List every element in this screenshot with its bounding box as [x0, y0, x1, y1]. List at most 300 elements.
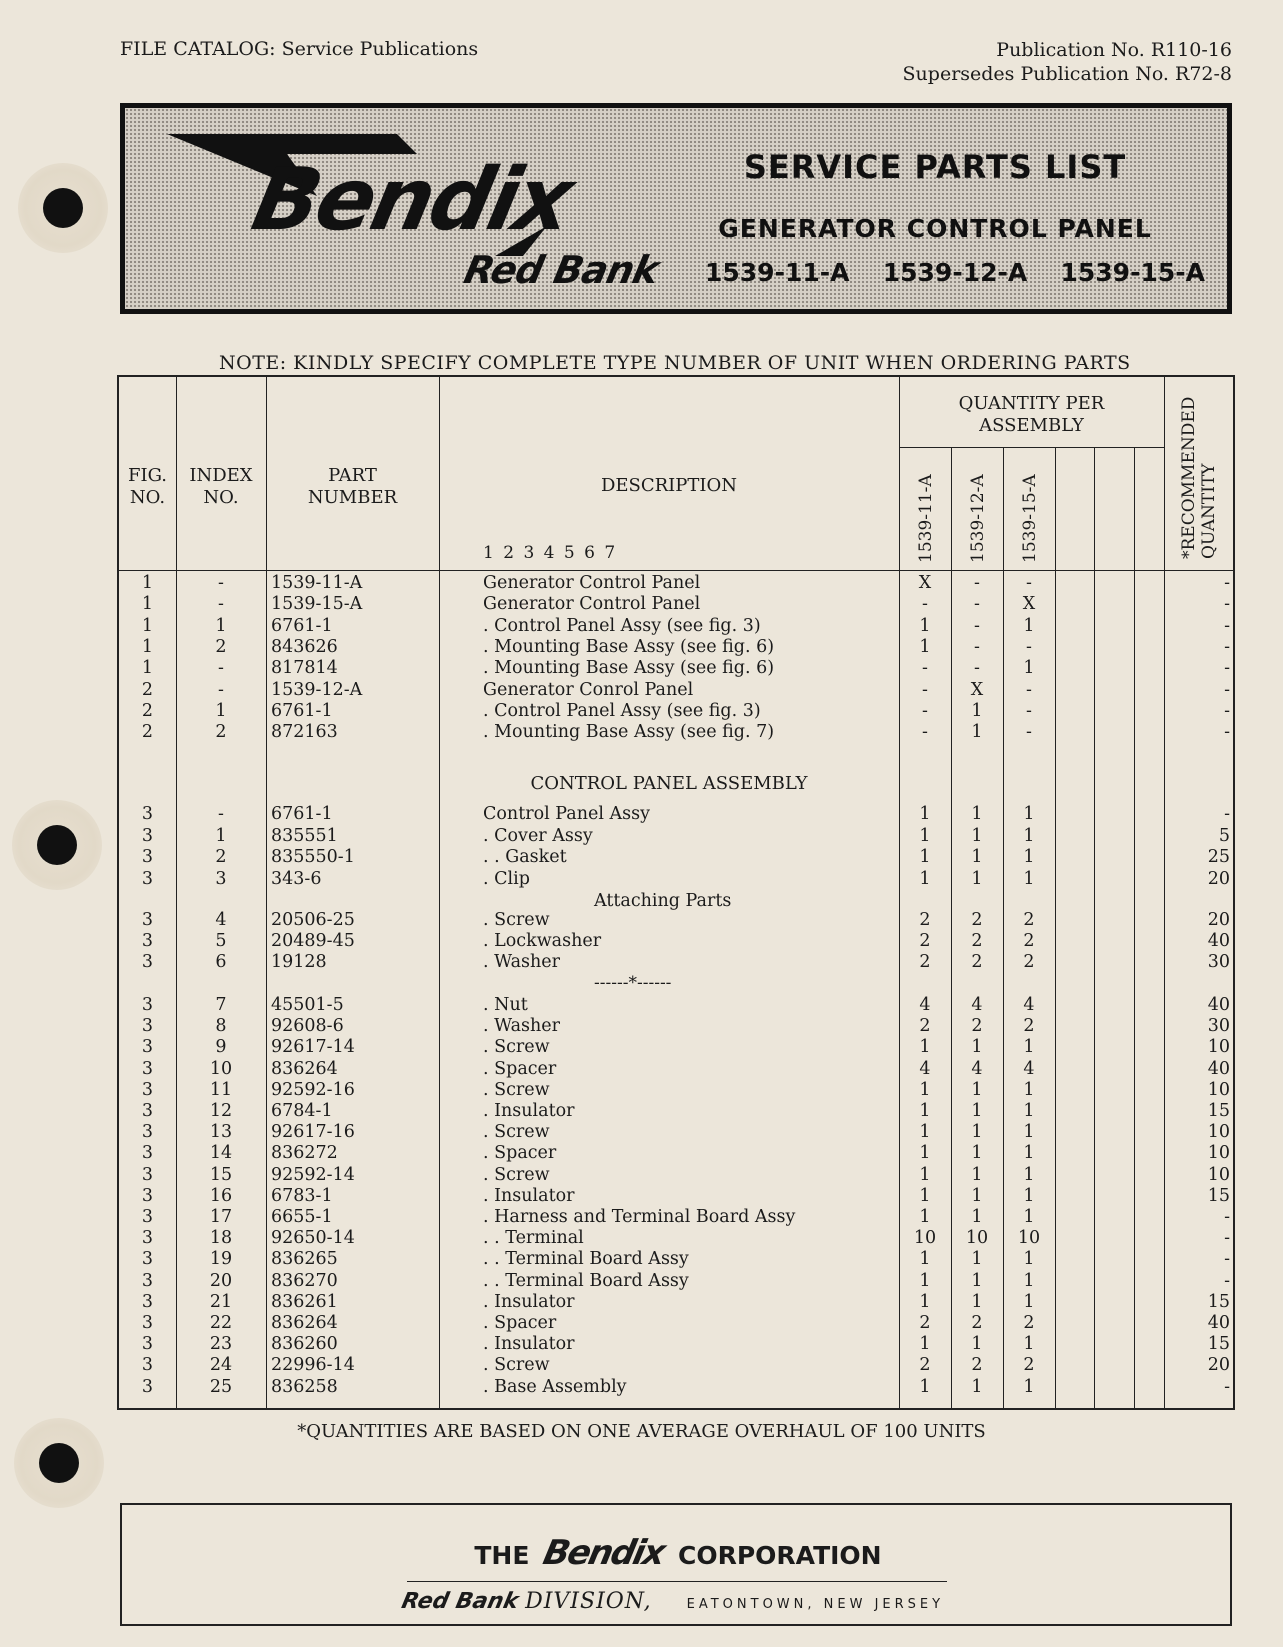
fig-no: 3 — [141, 1376, 154, 1397]
qty-1539-15-a: 1 — [1023, 804, 1035, 824]
qty-1539-11-a: 10 — [913, 1228, 937, 1249]
attaching-parts-separator: ------*------ — [594, 973, 672, 993]
index-no: 2 — [215, 636, 227, 657]
qty-1539-12-a: 1 — [971, 825, 983, 846]
qty-1539-12-a: - — [974, 636, 980, 657]
part-number: 6784-1 — [271, 1101, 333, 1121]
table-row — [119, 952, 1237, 973]
description: . Base Assembly — [483, 1376, 627, 1397]
recommended-qty: - — [1224, 1270, 1230, 1291]
qty-1539-15-a: - — [1026, 573, 1032, 593]
table-row — [119, 1249, 1237, 1270]
index-no: 9 — [215, 1037, 227, 1058]
qty-1539-15-a: 1 — [1023, 1164, 1035, 1185]
bendix-logo-text: Bendix — [244, 150, 580, 250]
description: . . Terminal Board Assy — [483, 1249, 689, 1270]
qty-1539-12-a: 2 — [971, 1313, 983, 1333]
red-bank-logo-text: Red Bank — [460, 248, 663, 292]
qty-1539-11-a: X — [918, 573, 932, 593]
description: . Cover Assy — [483, 825, 593, 846]
qty-1539-12-a: - — [974, 573, 980, 593]
fig-no: 1 — [141, 615, 154, 636]
table-row — [119, 931, 1237, 952]
fig-no: 3 — [141, 1122, 154, 1143]
part-number: 836258 — [271, 1376, 338, 1397]
index-no: 25 — [209, 1376, 233, 1397]
description: . Insulator — [483, 1185, 575, 1206]
part-number: 92592-16 — [271, 1079, 355, 1100]
model-1539-15-a: 1539-15-A — [1060, 258, 1205, 287]
part-number: 817814 — [271, 658, 338, 679]
qty-1539-12-a: 2 — [971, 931, 983, 951]
fig-no: 3 — [141, 1143, 154, 1164]
qty-1539-15-a: 1 — [1023, 825, 1035, 846]
fig-no: 3 — [141, 847, 154, 867]
recommended-qty: 10 — [1207, 1122, 1230, 1143]
qty-1539-11-a: 1 — [919, 1122, 931, 1143]
description: . Mounting Base Assy (see fig. 7) — [483, 722, 775, 743]
part-number: 836265 — [271, 1249, 338, 1270]
qty-1539-15-a: 1 — [1023, 868, 1035, 889]
model-list — [705, 258, 1205, 287]
table-row — [119, 1228, 1237, 1249]
qty-1539-11-a: - — [922, 722, 928, 743]
parts-table — [117, 375, 1235, 1410]
description: . Screw — [483, 910, 550, 930]
part-number: 45501-5 — [271, 995, 344, 1015]
part-number: 836264 — [271, 1058, 338, 1079]
fig-no: 3 — [141, 1058, 154, 1079]
part-number: 6761-1 — [271, 700, 333, 721]
part-number: 6655-1 — [271, 1207, 333, 1227]
qty-1539-15-a: - — [1026, 700, 1032, 721]
description: . Screw — [483, 1122, 550, 1143]
qty-1539-15-a: 1 — [1023, 1270, 1035, 1291]
publication-number: Publication No. R110-16 — [996, 39, 1232, 61]
part-number: 20489-45 — [271, 931, 355, 951]
index-no: 2 — [215, 847, 227, 867]
qty-1539-12-a: - — [974, 658, 980, 679]
index-no: - — [218, 658, 224, 679]
description: . Lockwasher — [483, 931, 602, 951]
fig-no: 3 — [141, 1101, 154, 1121]
fig-no: 3 — [141, 952, 154, 972]
header-divider — [119, 570, 1235, 571]
qty-1539-12-a: 1 — [971, 722, 983, 743]
qty-1539-15-a: - — [1026, 722, 1032, 743]
index-no: 23 — [209, 1334, 233, 1355]
recommended-qty: 20 — [1207, 910, 1230, 930]
qty-1539-15-a: 1 — [1023, 1101, 1035, 1121]
index-no: 7 — [215, 995, 227, 1015]
part-number: 343-6 — [271, 868, 322, 889]
table-row — [119, 616, 1237, 637]
part-number: 92650-14 — [271, 1228, 355, 1249]
part-number: 22996-14 — [271, 1355, 355, 1376]
qty-1539-15-a: 10 — [1017, 1228, 1041, 1249]
table-row — [119, 1080, 1237, 1101]
qty-1539-15-a: 4 — [1023, 1058, 1035, 1079]
bendix-footer-logo-text: Bendix — [539, 1533, 668, 1573]
recommended-qty: 40 — [1207, 1313, 1230, 1333]
recommended-qty: 15 — [1207, 1334, 1230, 1355]
qty-1539-12-a: X — [970, 679, 984, 700]
recommended-qty: - — [1224, 679, 1230, 700]
qty-1539-11-a: 1 — [919, 1079, 931, 1100]
table-row — [119, 1292, 1237, 1313]
qty-1539-12-a: 1 — [971, 1185, 983, 1206]
qty-1539-11-a: 1 — [919, 1143, 931, 1164]
part-number: 836261 — [271, 1291, 338, 1312]
table-row — [119, 1101, 1237, 1122]
table-row — [119, 722, 1237, 743]
division-line — [399, 1589, 945, 1614]
binder-hole-top — [18, 163, 108, 253]
recommended-qty: - — [1224, 573, 1230, 593]
description-header: DESCRIPTION — [600, 475, 738, 496]
index-no: 19 — [209, 1249, 233, 1270]
description: . Nut — [483, 995, 528, 1015]
description: . Screw — [483, 1164, 550, 1185]
part-number: 872163 — [271, 722, 338, 743]
qty-1539-15-a: 1 — [1023, 1249, 1035, 1270]
qty-1539-11-a: 2 — [919, 1313, 931, 1333]
table-row — [119, 1271, 1237, 1292]
model-1539-11-a: 1539-11-A — [705, 258, 850, 287]
index-no: - — [218, 679, 224, 700]
description: Control Panel Assy — [483, 804, 650, 824]
qty-1539-11-a: 1 — [919, 1376, 931, 1397]
document-subtitle: GENERATOR CONTROL PANEL — [718, 214, 1152, 243]
index-no-header: INDEX NO. — [189, 465, 253, 508]
index-no: 15 — [209, 1164, 233, 1185]
description: . Washer — [483, 952, 560, 972]
table-row — [119, 594, 1237, 615]
table-row — [119, 826, 1237, 847]
qty-col-1539-11-a: 1539-11-A — [916, 474, 936, 563]
qty-1539-11-a: 2 — [919, 1016, 931, 1037]
qty-1539-15-a: 2 — [1023, 1355, 1035, 1376]
qty-1539-11-a: 1 — [919, 615, 931, 636]
recommended-qty: - — [1224, 615, 1230, 636]
fig-no: 1 — [141, 658, 154, 679]
part-number: 836272 — [271, 1143, 338, 1164]
qty-1539-12-a: 1 — [971, 1249, 983, 1270]
table-row — [119, 1355, 1237, 1376]
part-number: 92617-16 — [271, 1122, 355, 1143]
recommended-qty: 20 — [1207, 1355, 1230, 1376]
fig-no: 3 — [141, 931, 154, 951]
recommended-qty: - — [1224, 722, 1230, 743]
corp-suffix: CORPORATION — [677, 1541, 882, 1570]
fig-no: 1 — [141, 636, 154, 657]
description: . Screw — [483, 1355, 550, 1376]
index-no: 17 — [209, 1207, 233, 1227]
qty-col-1539-15-a: 1539-15-A — [1020, 474, 1040, 563]
fig-no: 3 — [141, 1228, 154, 1249]
qty-1539-12-a: 4 — [971, 1058, 983, 1079]
index-no: 24 — [209, 1355, 233, 1376]
index-no: 5 — [215, 931, 227, 951]
table-row — [119, 995, 1237, 1016]
qty-1539-12-a: 1 — [971, 1037, 983, 1058]
recommended-qty: - — [1224, 804, 1230, 824]
table-row — [119, 658, 1237, 679]
description: . Control Panel Assy (see fig. 3) — [483, 700, 761, 721]
qty-1539-15-a: 1 — [1023, 658, 1035, 679]
description: . . Terminal — [483, 1228, 584, 1249]
document-title: SERVICE PARTS LIST — [743, 148, 1127, 186]
table-row — [119, 1016, 1237, 1037]
description: Generator Control Panel — [483, 573, 701, 593]
fig-no: 3 — [141, 804, 154, 824]
index-no: 18 — [209, 1228, 233, 1249]
fig-no: 3 — [141, 910, 154, 930]
qty-1539-11-a: 1 — [919, 847, 931, 867]
index-no: 21 — [209, 1291, 233, 1312]
quantities-footnote: *QUANTITIES ARE BASED ON ONE AVERAGE OVERHAUL OF 100 UNITS — [297, 1421, 986, 1442]
recommended-qty: 25 — [1207, 847, 1230, 867]
qty-1539-15-a: 2 — [1023, 1313, 1035, 1333]
description: . Spacer — [483, 1313, 557, 1333]
qty-1539-11-a: 1 — [919, 636, 931, 657]
fig-no: 3 — [141, 1249, 154, 1270]
recommended-qty: 40 — [1207, 1058, 1230, 1079]
corporation-footer — [120, 1503, 1232, 1626]
corporation-name — [122, 1533, 1234, 1573]
qty-1539-11-a: 1 — [919, 1185, 931, 1206]
part-number: 836270 — [271, 1270, 338, 1291]
index-no: 11 — [209, 1079, 233, 1100]
recommended-qty: - — [1224, 1376, 1230, 1397]
table-row — [119, 1122, 1237, 1143]
qty-1539-12-a: 1 — [971, 868, 983, 889]
index-no: 4 — [215, 910, 227, 930]
qty-1539-12-a: 2 — [971, 1016, 983, 1037]
qty-1539-11-a: 2 — [919, 910, 931, 930]
recommended-qty: - — [1224, 1228, 1230, 1249]
fig-no: 3 — [141, 1207, 154, 1227]
qty-1539-11-a: 1 — [919, 1270, 931, 1291]
qty-1539-11-a: 2 — [919, 931, 931, 951]
fig-no-header: FIG. NO. — [127, 465, 168, 508]
qty-1539-11-a: 2 — [919, 952, 931, 972]
index-no: 10 — [209, 1058, 233, 1079]
qty-1539-11-a: - — [922, 594, 928, 615]
qty-1539-12-a: 1 — [971, 1101, 983, 1121]
part-number: 19128 — [271, 952, 327, 972]
index-no: 8 — [215, 1016, 227, 1037]
qty-1539-11-a: 1 — [919, 868, 931, 889]
qty-1539-15-a: 1 — [1023, 1207, 1035, 1227]
recommended-qty: 30 — [1207, 952, 1230, 972]
recommended-qty: 40 — [1207, 995, 1230, 1015]
indent-scale: 1 2 3 4 5 6 7 — [483, 543, 618, 563]
fig-no: 2 — [141, 679, 154, 700]
part-number: 836260 — [271, 1334, 338, 1355]
title-banner — [120, 103, 1232, 314]
part-number: 1539-15-A — [271, 594, 363, 615]
table-row — [119, 804, 1237, 825]
qty-1539-11-a: - — [922, 700, 928, 721]
recommended-qty: 10 — [1207, 1164, 1230, 1185]
fig-no: 3 — [141, 1016, 154, 1037]
table-row — [119, 1059, 1237, 1080]
fig-no: 3 — [141, 1270, 154, 1291]
qty-1539-12-a: 1 — [971, 1376, 983, 1397]
fig-no: 3 — [141, 825, 154, 846]
qty-col-1539-12-a: 1539-12-A — [968, 474, 988, 563]
fig-no: 3 — [141, 1291, 154, 1312]
table-row — [119, 701, 1237, 722]
table-row — [119, 1165, 1237, 1186]
qty-1539-12-a: 1 — [971, 1143, 983, 1164]
part-number: 6783-1 — [271, 1185, 333, 1206]
fig-no: 2 — [141, 722, 154, 743]
fig-no: 3 — [141, 1164, 154, 1185]
fig-no: 3 — [141, 868, 154, 889]
description: . Harness and Terminal Board Assy — [483, 1207, 796, 1227]
recommended-qty: 20 — [1207, 868, 1230, 889]
description: . Control Panel Assy (see fig. 3) — [483, 615, 761, 636]
attaching-parts-label: Attaching Parts — [594, 891, 732, 911]
qty-1539-15-a: 1 — [1023, 1185, 1035, 1206]
division-text: DIVISION, — [525, 1589, 652, 1614]
recommended-qty: 40 — [1207, 931, 1230, 951]
qty-1539-15-a: 1 — [1023, 1376, 1035, 1397]
index-no: 6 — [215, 952, 227, 972]
qty-1539-12-a: 2 — [971, 910, 983, 930]
fig-no: 3 — [141, 995, 154, 1015]
qty-1539-12-a: 1 — [971, 1291, 983, 1312]
table-row — [119, 847, 1237, 868]
fig-no: 3 — [141, 1313, 154, 1333]
recommended-qty: 10 — [1207, 1079, 1230, 1100]
table-row — [119, 1377, 1237, 1398]
table-row — [119, 680, 1237, 701]
index-no: - — [218, 594, 224, 615]
recommended-qty: 30 — [1207, 1016, 1230, 1037]
qty-1539-12-a: 1 — [971, 700, 983, 721]
description: . Insulator — [483, 1291, 575, 1312]
qty-1539-11-a: 4 — [919, 1058, 931, 1079]
part-number: 835550-1 — [271, 847, 355, 867]
qty-1539-15-a: 1 — [1023, 1122, 1035, 1143]
qty-1539-15-a: 2 — [1023, 1016, 1035, 1037]
recommended-qty: - — [1224, 636, 1230, 657]
qty-1539-15-a: 1 — [1023, 1291, 1035, 1312]
quantity-per-assembly-header: QUANTITY PER ASSEMBLY — [958, 393, 1105, 436]
table-row — [119, 1143, 1237, 1164]
red-bank-footer-text: Red Bank — [399, 1589, 521, 1614]
qty-1539-12-a: 4 — [971, 995, 983, 1015]
index-no: 16 — [209, 1185, 233, 1206]
part-number: 836264 — [271, 1313, 338, 1333]
qty-1539-12-a: 1 — [971, 1079, 983, 1100]
qty-1539-15-a: - — [1026, 636, 1032, 657]
file-catalog: FILE CATALOG: Service Publications — [120, 38, 479, 60]
index-no: 1 — [215, 825, 227, 846]
fig-no: 1 — [141, 594, 154, 615]
description: . . Gasket — [483, 847, 567, 867]
description: . . Terminal Board Assy — [483, 1270, 689, 1291]
qty-1539-15-a: 1 — [1023, 1037, 1035, 1058]
qty-1539-11-a: 1 — [919, 1334, 931, 1355]
description: . Screw — [483, 1037, 550, 1058]
fig-no: 2 — [141, 700, 154, 721]
part-number: 6761-1 — [271, 615, 333, 636]
qty-1539-12-a: 1 — [971, 1270, 983, 1291]
index-no: 1 — [215, 615, 227, 636]
part-number-header: PART NUMBER — [307, 465, 398, 508]
publication-info — [903, 38, 1232, 86]
recommended-qty: 10 — [1207, 1143, 1230, 1164]
qty-1539-15-a: X — [1022, 594, 1036, 615]
recommended-qty: - — [1224, 594, 1230, 615]
recommended-qty: 15 — [1207, 1291, 1230, 1312]
table-row — [119, 573, 1237, 594]
qty-1539-15-a: 2 — [1023, 931, 1035, 951]
part-number: 843626 — [271, 636, 338, 657]
qty-1539-15-a: - — [1026, 679, 1032, 700]
header-divider — [899, 447, 1164, 448]
qty-1539-11-a: - — [922, 679, 928, 700]
qty-1539-12-a: 2 — [971, 1355, 983, 1376]
part-number: 92608-6 — [271, 1016, 344, 1037]
table-row — [119, 1313, 1237, 1334]
index-no: 22 — [209, 1313, 233, 1333]
qty-1539-12-a: 1 — [971, 847, 983, 867]
fig-no: 3 — [141, 1037, 154, 1058]
ordering-note: NOTE: KINDLY SPECIFY COMPLETE TYPE NUMBER OF UNIT WHEN ORDERING PARTS — [219, 352, 1131, 374]
fig-no: 3 — [141, 1079, 154, 1100]
qty-1539-11-a: - — [922, 658, 928, 679]
qty-1539-11-a: 1 — [919, 1249, 931, 1270]
qty-1539-12-a: - — [974, 594, 980, 615]
part-number: 92592-14 — [271, 1164, 355, 1185]
qty-1539-15-a: 1 — [1023, 847, 1035, 867]
index-no: 20 — [209, 1270, 233, 1291]
part-number: 92617-14 — [271, 1037, 355, 1058]
qty-1539-12-a: 1 — [971, 1164, 983, 1185]
index-no: 1 — [215, 700, 227, 721]
recommended-qty: 15 — [1207, 1185, 1230, 1206]
qty-1539-15-a: 1 — [1023, 1079, 1035, 1100]
index-no: 3 — [215, 868, 227, 889]
qty-1539-11-a: 1 — [919, 1101, 931, 1121]
index-no: 2 — [215, 722, 227, 743]
index-no: 14 — [209, 1143, 233, 1164]
qty-1539-12-a: 2 — [971, 952, 983, 972]
qty-1539-15-a: 1 — [1023, 1334, 1035, 1355]
part-number: 1539-11-A — [271, 573, 363, 593]
table-row — [119, 1186, 1237, 1207]
qty-1539-11-a: 1 — [919, 825, 931, 846]
table-row — [119, 1334, 1237, 1355]
description: Generator Conrol Panel — [483, 679, 694, 700]
qty-1539-15-a: 4 — [1023, 995, 1035, 1015]
qty-1539-12-a: - — [974, 615, 980, 636]
recommended-qty: 10 — [1207, 1037, 1230, 1058]
fig-no: 3 — [141, 1185, 154, 1206]
recommended-quantity-header: *RECOMMENDED QUANTITY — [1179, 396, 1219, 559]
index-no: 12 — [209, 1101, 233, 1121]
model-1539-12-a: 1539-12-A — [882, 258, 1028, 287]
description: . Screw — [483, 1079, 550, 1100]
index-no: - — [218, 804, 224, 824]
recommended-qty: 15 — [1207, 1101, 1230, 1121]
qty-1539-11-a: 1 — [919, 1164, 931, 1185]
